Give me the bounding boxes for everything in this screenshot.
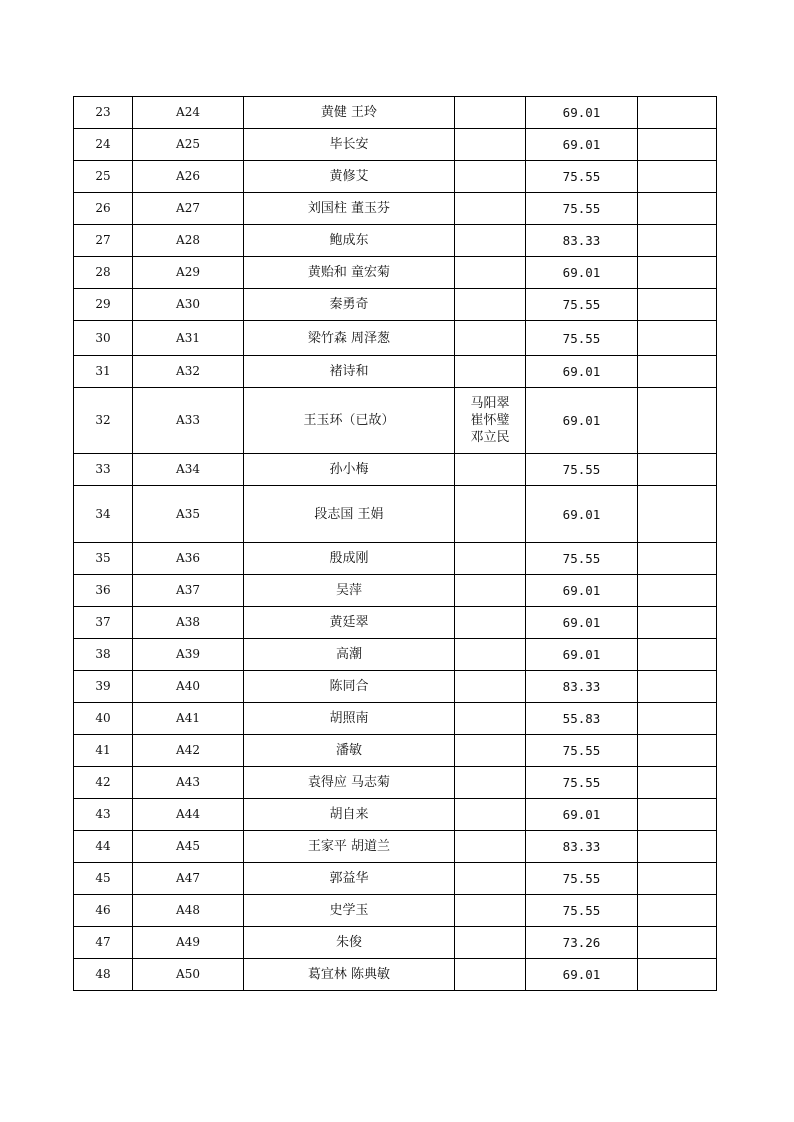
table-row	[74, 289, 717, 321]
names-cell: 黄廷翠	[244, 607, 455, 639]
extra-cell	[638, 831, 717, 863]
names-cell: 陈同合	[244, 671, 455, 703]
names-cell: 胡照南	[244, 703, 455, 735]
row-number-cell: 41	[74, 735, 133, 767]
row-number-cell: 40	[74, 703, 133, 735]
code-cell: A31	[133, 321, 244, 356]
table-row	[74, 735, 717, 767]
score-cell: 75.55	[526, 161, 638, 193]
names-cell: 孙小梅	[244, 454, 455, 486]
names-cell: 鲍成东	[244, 225, 455, 257]
names-cell: 朱俊	[244, 927, 455, 959]
score-cell: 75.55	[526, 193, 638, 225]
code-cell: A41	[133, 703, 244, 735]
score-cell: 69.01	[526, 97, 638, 129]
score-cell: 69.01	[526, 639, 638, 671]
names-cell: 梁竹森 周泽葱	[244, 321, 455, 356]
score-cell: 75.55	[526, 895, 638, 927]
row-number-cell: 26	[74, 193, 133, 225]
row-number-cell: 29	[74, 289, 133, 321]
note-cell	[455, 97, 526, 129]
extra-cell	[638, 289, 717, 321]
extra-cell	[638, 486, 717, 543]
score-cell: 69.01	[526, 799, 638, 831]
row-number-cell: 48	[74, 959, 133, 991]
extra-cell	[638, 927, 717, 959]
score-cell: 55.83	[526, 703, 638, 735]
extra-cell	[638, 735, 717, 767]
code-cell: A35	[133, 486, 244, 543]
names-cell: 吴萍	[244, 575, 455, 607]
score-cell: 69.01	[526, 356, 638, 388]
table-row	[74, 799, 717, 831]
code-cell: A34	[133, 454, 244, 486]
names-cell: 高潮	[244, 639, 455, 671]
score-cell: 75.55	[526, 863, 638, 895]
code-cell: A49	[133, 927, 244, 959]
table-row	[74, 927, 717, 959]
note-line: 崔怀璧	[470, 413, 510, 428]
code-cell: A47	[133, 863, 244, 895]
table-row	[74, 895, 717, 927]
extra-cell	[638, 959, 717, 991]
table-row	[74, 486, 717, 543]
names-cell: 黄健 王玲	[244, 97, 455, 129]
code-cell: A36	[133, 543, 244, 575]
names-cell: 王家平 胡道兰	[244, 831, 455, 863]
extra-cell	[638, 543, 717, 575]
note-cell	[455, 454, 526, 486]
extra-cell	[638, 257, 717, 289]
note-cell	[455, 607, 526, 639]
row-number-cell: 24	[74, 129, 133, 161]
row-number-cell: 46	[74, 895, 133, 927]
code-cell: A30	[133, 289, 244, 321]
row-number-cell: 25	[74, 161, 133, 193]
table-row	[74, 767, 717, 799]
code-cell: A28	[133, 225, 244, 257]
score-cell: 69.01	[526, 129, 638, 161]
score-cell: 69.01	[526, 607, 638, 639]
score-cell: 69.01	[526, 575, 638, 607]
score-cell: 75.55	[526, 543, 638, 575]
names-cell: 秦勇奇	[244, 289, 455, 321]
note-cell	[455, 193, 526, 225]
table-row	[74, 454, 717, 486]
row-number-cell: 23	[74, 97, 133, 129]
note-cell	[455, 257, 526, 289]
names-cell: 史学玉	[244, 895, 455, 927]
names-cell: 褚诗和	[244, 356, 455, 388]
score-cell: 83.33	[526, 831, 638, 863]
table-row	[74, 863, 717, 895]
note-cell	[455, 831, 526, 863]
score-cell: 73.26	[526, 927, 638, 959]
table-row	[74, 607, 717, 639]
extra-cell	[638, 129, 717, 161]
row-number-cell: 42	[74, 767, 133, 799]
extra-cell	[638, 356, 717, 388]
score-cell: 69.01	[526, 959, 638, 991]
code-cell: A32	[133, 356, 244, 388]
extra-cell	[638, 97, 717, 129]
note-line: 马阳翠	[470, 396, 510, 411]
note-cell	[455, 543, 526, 575]
row-number-cell: 28	[74, 257, 133, 289]
code-cell: A39	[133, 639, 244, 671]
extra-cell	[638, 607, 717, 639]
names-cell: 殷成刚	[244, 543, 455, 575]
names-cell: 袁得应 马志菊	[244, 767, 455, 799]
row-number-cell: 39	[74, 671, 133, 703]
code-cell: A48	[133, 895, 244, 927]
score-cell: 83.33	[526, 225, 638, 257]
table-row	[74, 193, 717, 225]
code-cell: A37	[133, 575, 244, 607]
code-cell: A27	[133, 193, 244, 225]
table-row	[74, 321, 717, 356]
names-cell: 胡自来	[244, 799, 455, 831]
extra-cell	[638, 193, 717, 225]
names-cell: 刘国柱 董玉芬	[244, 193, 455, 225]
note-cell	[455, 895, 526, 927]
row-number-cell: 33	[74, 454, 133, 486]
note-cell	[455, 959, 526, 991]
note-cell	[455, 575, 526, 607]
row-number-cell: 37	[74, 607, 133, 639]
row-number-cell: 44	[74, 831, 133, 863]
extra-cell	[638, 454, 717, 486]
table-row	[74, 703, 717, 735]
extra-cell	[638, 575, 717, 607]
extra-cell	[638, 671, 717, 703]
score-cell: 75.55	[526, 767, 638, 799]
table-row	[74, 356, 717, 388]
extra-cell	[638, 799, 717, 831]
extra-cell	[638, 895, 717, 927]
table-row	[74, 575, 717, 607]
note-cell	[455, 799, 526, 831]
names-cell: 段志国 王娟	[244, 486, 455, 543]
row-number-cell: 38	[74, 639, 133, 671]
note-cell	[455, 671, 526, 703]
row-number-cell: 47	[74, 927, 133, 959]
code-cell: A45	[133, 831, 244, 863]
extra-cell	[638, 863, 717, 895]
table-row	[74, 543, 717, 575]
table-row	[74, 671, 717, 703]
note-cell	[455, 388, 526, 454]
note-cell	[455, 321, 526, 356]
code-cell: A26	[133, 161, 244, 193]
extra-cell	[638, 639, 717, 671]
extra-cell	[638, 225, 717, 257]
row-number-cell: 30	[74, 321, 133, 356]
row-number-cell: 35	[74, 543, 133, 575]
table-row	[74, 959, 717, 991]
table-row	[74, 97, 717, 129]
row-number-cell: 45	[74, 863, 133, 895]
names-cell: 郭益华	[244, 863, 455, 895]
note-cell	[455, 767, 526, 799]
code-cell: A43	[133, 767, 244, 799]
note-cell	[455, 129, 526, 161]
table-row	[74, 129, 717, 161]
names-cell: 黄贻和 童宏菊	[244, 257, 455, 289]
score-cell: 75.55	[526, 289, 638, 321]
note-cell	[455, 703, 526, 735]
row-number-cell: 34	[74, 486, 133, 543]
note-cell	[455, 289, 526, 321]
code-cell: A42	[133, 735, 244, 767]
note-cell	[455, 161, 526, 193]
code-cell: A40	[133, 671, 244, 703]
table-row	[74, 388, 717, 454]
code-cell: A29	[133, 257, 244, 289]
row-number-cell: 31	[74, 356, 133, 388]
score-cell: 75.55	[526, 735, 638, 767]
note-cell	[455, 356, 526, 388]
code-cell: A24	[133, 97, 244, 129]
code-cell: A38	[133, 607, 244, 639]
table-row	[74, 161, 717, 193]
table-row	[74, 257, 717, 289]
names-cell: 潘敏	[244, 735, 455, 767]
extra-cell	[638, 767, 717, 799]
note-cell	[455, 225, 526, 257]
row-number-cell: 32	[74, 388, 133, 454]
row-number-cell: 43	[74, 799, 133, 831]
table-body	[74, 97, 717, 991]
names-cell: 葛宜林 陈典敏	[244, 959, 455, 991]
note-cell	[455, 735, 526, 767]
code-cell: A50	[133, 959, 244, 991]
table-row	[74, 831, 717, 863]
code-cell: A44	[133, 799, 244, 831]
score-cell: 69.01	[526, 257, 638, 289]
names-cell: 黄修艾	[244, 161, 455, 193]
row-number-cell: 36	[74, 575, 133, 607]
note-cell	[455, 927, 526, 959]
records-table	[73, 96, 717, 991]
extra-cell	[638, 388, 717, 454]
note-cell	[455, 863, 526, 895]
extra-cell	[638, 161, 717, 193]
score-cell: 75.55	[526, 454, 638, 486]
code-cell: A33	[133, 388, 244, 454]
extra-cell	[638, 321, 717, 356]
note-cell	[455, 639, 526, 671]
table-row	[74, 639, 717, 671]
table-row	[74, 225, 717, 257]
note-cell	[455, 486, 526, 543]
code-cell: A25	[133, 129, 244, 161]
score-cell: 69.01	[526, 486, 638, 543]
score-cell: 69.01	[526, 388, 638, 454]
note-line: 邓立民	[470, 430, 510, 445]
score-cell: 75.55	[526, 321, 638, 356]
names-cell: 毕长安	[244, 129, 455, 161]
score-cell: 83.33	[526, 671, 638, 703]
names-cell: 王玉环（已故）	[244, 388, 455, 454]
extra-cell	[638, 703, 717, 735]
row-number-cell: 27	[74, 225, 133, 257]
